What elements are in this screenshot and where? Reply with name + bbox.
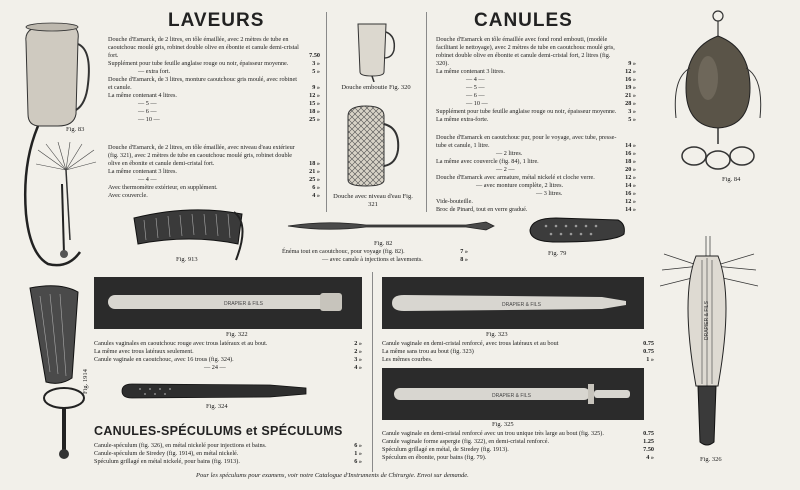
vaginales-entry: La même sans trou au bout (fig. 323) 0.75	[382, 348, 654, 355]
fig-326-caption: Fig. 326	[700, 456, 722, 463]
laveurs-entry: Douche d'Esmarck, de 3 litres, monture caoutchouc gris moulé, avec robinet et canule. 9 »	[108, 76, 320, 91]
canules-entry: La même avec couvercle (fig. 84), 1 litre. 18 »	[436, 158, 636, 165]
footer-note: Pour les spéculums pour examens, voir notre Catalogue d'Instruments de Chirurgie. Envoi sur demande.	[196, 472, 469, 479]
speculums-title: CANULES-SPÉCULUMS et SPÉCULUMS	[94, 424, 343, 438]
canules-entry: Vide-bouteille. 12 »	[436, 198, 636, 205]
canules-entry: La même contenant 3 litres. 12 »	[436, 68, 636, 75]
vaginales-entry: Canule vaginale en demi-cristal renforcé, avec trous latéraux et au bout 0.75	[382, 340, 654, 347]
fig-322-caption: Fig. 322	[226, 331, 248, 338]
canules-block-2	[436, 134, 636, 214]
douche-emboutie-illustration	[352, 16, 398, 82]
laveurs-entry: La même contenant 4 litres. 12 »	[108, 92, 320, 99]
fig-84-caption: Fig. 84	[722, 176, 741, 183]
canules-entry-list	[436, 36, 636, 124]
laveurs-entry: — 6 — 18 »	[138, 108, 320, 115]
laveurs-entry-list	[108, 36, 320, 124]
laveurs-entry: Avec thermomètre extérieur, en supplément. 6 »	[108, 184, 320, 191]
laveurs-entry: Douche d'Esmarck, de 2 litres, en tôle émaillée, avec 2 mètres de tube en caoutchouc moulé gris, robinet double olive en ébonite et canule demi-cristal fort. 7.50	[108, 36, 320, 59]
canules-entry: Broc de Pinard, tout en verre gradué. 14 »	[436, 206, 636, 213]
canules-entry: — 4 — 16 »	[466, 76, 636, 83]
laveurs-entry: — 5 — 15 »	[138, 100, 320, 107]
laveurs-entry: Douche d'Esmarck, de 2 litres, en tôle émaillée, avec niveau d'eau extérieur (fig. 321), avec 2 mètres de tube en caoutchouc moulé gris, robinet double olive en ébonite et canule demi-cristal fort. 18 »	[108, 144, 320, 167]
vaginales-right-entry-list-2	[382, 430, 654, 462]
laveurs-entry: — 10 — 25 »	[138, 116, 320, 123]
fig-325-photo	[382, 368, 644, 420]
laveurs-entry: — 4 — 25 »	[138, 176, 320, 183]
canules-title: CANULES	[474, 10, 573, 31]
enema-entry-list	[282, 248, 468, 264]
enema-entry: — avec canule à injections et lavements. 8 »	[322, 256, 468, 263]
speculums-block	[94, 442, 362, 466]
fig-79-caption: Fig. 79	[548, 250, 567, 257]
canules-entry: — 3 litres. 16 »	[536, 190, 636, 197]
douche-niveau-illustration	[340, 102, 404, 190]
stamp-text: DRAPIER & FILS	[224, 301, 263, 307]
canule-speculum-326-illustration	[660, 236, 760, 456]
canules-entry: Supplément pour tube feuille anglaise rouge ou noir, épaisseur moyenne. 3 »	[436, 108, 636, 115]
speculum-913-illustration	[130, 204, 250, 264]
brush-illustration	[36, 142, 98, 242]
fig-321-caption: Douche avec niveau d'eau Fig. 321	[333, 193, 413, 208]
bulb-douche-illustration	[656, 8, 776, 178]
laveurs-block-2	[108, 144, 320, 200]
vaginales-entry: La même avec trous latéraux seulement. 2 »	[94, 348, 362, 355]
vaginales-entry: Spéculum en ébonite, pour bains (fig. 79). 4 »	[382, 454, 654, 461]
vaginales-left-entry-list	[94, 340, 362, 372]
canules-entry: — 10 — 28 »	[466, 100, 636, 107]
fig-324-illustration	[120, 380, 308, 402]
fig-322-photo	[94, 277, 362, 329]
fig-913-caption: Fig. 913	[176, 256, 198, 263]
canules-entry: Douche d'Esmarck avec armature, métal nickelé et cloche verre. 12 »	[436, 174, 636, 181]
enema-illustration	[286, 216, 496, 236]
fig-323-caption: Fig. 323	[486, 331, 508, 338]
fig-323-photo	[382, 277, 644, 329]
canules-entry: — 2 litres. 16 »	[496, 150, 636, 157]
vaginales-entry: Canule vaginale forme aspergie (fig. 322), en demi-cristal renforcé. 1.25	[382, 438, 654, 445]
fig-1914-caption: Fig. 1914	[82, 369, 89, 394]
canules-block-1	[436, 36, 636, 124]
fig-324-caption: Fig. 324	[206, 403, 228, 410]
fig-82-caption: Fig. 82	[374, 240, 393, 247]
speculums-entry: Canule-spéculum (fig. 326), en métal nickelé pour injections et bains. 6 »	[94, 442, 362, 449]
stamp-text: DRAPIER & FILS	[502, 302, 541, 308]
vaginales-entry: Canules vaginales en caoutchouc rouge avec trous latéraux et au bout. 2 »	[94, 340, 362, 347]
laveurs-entry-list-2	[108, 144, 320, 200]
column-divider	[426, 12, 427, 212]
canules-entry: Douche d'Esmarck en tôle émaillée avec fond rond embouti, (modèle facilitant le nettoyage), avec 2 mètres de tube en caoutchouc moulé gris, robinet double olive en ébonite et canule demi-cristal fort, 2 litres (fig. 320). 9 »	[436, 36, 636, 67]
vaginales-entry: Canule vaginale en demi-cristal renforcé avec un trou unique très large au bout (fig. 325). 0.75	[382, 430, 654, 437]
vaginales-right-block	[382, 340, 654, 364]
enema-block	[282, 248, 468, 264]
laveurs-block-1	[108, 36, 320, 124]
enema-entry: Énéma tout en caoutchouc, pour voyage (fig. 82). 7 »	[282, 248, 468, 255]
vaginales-entry: Spéculum grillagé en métal, de Siredey (fig. 1913). 7.50	[382, 446, 654, 453]
canules-entry: — 6 — 21 »	[466, 92, 636, 99]
vaginales-entry: — 24 — 4 »	[204, 364, 362, 371]
fig-325-caption: Fig. 325	[492, 421, 514, 428]
laveurs-entry: La même contenant 3 litres. 21 »	[108, 168, 320, 175]
stamp-text: DRAPIER & FILS	[492, 393, 531, 399]
vaginales-entry: Les mêmes courbes. 1 »	[382, 356, 654, 363]
laveurs-entry: — extra fort. 5 »	[138, 68, 320, 75]
fig-320-caption: Douche emboutie Fig. 320	[341, 84, 411, 91]
speculums-entry: Spéculum grillagé en métal nickelé, pour bains (fig. 1913). 6 »	[94, 458, 362, 465]
canules-entry: La même extra-forte. 5 »	[436, 116, 636, 123]
canules-entry: — avec monture complète, 2 litres. 14 »	[476, 182, 636, 189]
vertical-stamp: DRAPIER & FILS	[704, 301, 710, 340]
laveurs-title: LAVEURS	[168, 10, 265, 31]
vaginales-entry: Canule vaginale en caoutchouc, avec 16 trous (fig. 324). 3 »	[94, 356, 362, 363]
speculums-entry-list	[94, 442, 362, 466]
laveurs-entry: Avec couvercle. 4 »	[108, 192, 320, 199]
vaginales-left-block	[94, 340, 362, 372]
column-divider	[326, 12, 327, 212]
laveurs-entry: Supplément pour tube feuille anglaise rouge ou noir, épaisseur moyenne. 3 »	[108, 60, 320, 67]
canules-entry-list-2	[436, 134, 636, 214]
fig-83-caption: Fig. 83	[66, 126, 85, 133]
speculums-entry: Canule-spéculum de Siredey (fig. 1914), en métal nickelé. 1 »	[94, 450, 362, 457]
canules-entry: Douche d'Esmarck en caoutchouc pur, pour le voyage, avec tube, presse-tube et canule, 1 litre. 14 »	[436, 134, 636, 149]
vaginales-right-entry-list	[382, 340, 654, 364]
column-divider	[372, 272, 373, 472]
vaginales-right-block-2	[382, 430, 654, 462]
speculum-ebonite-illustration	[526, 214, 628, 246]
speculum-1914-illustration	[20, 282, 90, 462]
canules-entry: — 5 — 19 »	[466, 84, 636, 91]
canules-entry: — 2 — 20 »	[496, 166, 636, 173]
